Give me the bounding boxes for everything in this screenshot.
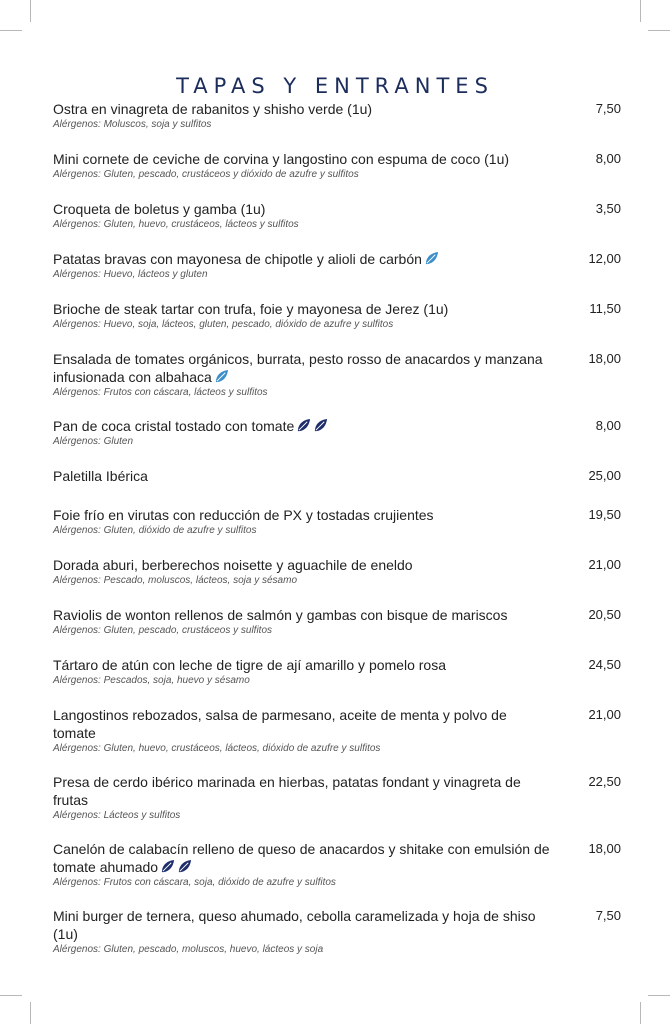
dish-name: Mini cornete de ceviche de corvina y langostino con espuma de coco (1u)	[53, 151, 510, 167]
crop-mark-top-right-h	[648, 30, 670, 31]
dish-price: 8,00	[595, 151, 621, 166]
crop-mark-bottom-right-h	[648, 995, 670, 996]
dish-allergens: Alérgenos: Gluten, pescado, crustáceos y sulfitos	[53, 625, 273, 636]
dish-name: Croqueta de boletus y gamba (1u)	[53, 201, 266, 217]
dish-name: Presa de cerdo ibérico marinada en hierbas, patatas fondant y vinagreta de frutas	[53, 774, 521, 808]
menu-item	[53, 300, 621, 331]
dish-allergens: Alérgenos: Gluten, huevo, crustáceos, lácteos, dióxido de azufre y sulfitos	[53, 743, 381, 754]
dish-allergens: Alérgenos: Gluten, pescado, moluscos, huevo, lácteos y soja	[53, 944, 324, 955]
menu-item	[53, 840, 621, 889]
dish-allergens: Alérgenos: Pescados, soja, huevo y sésamo	[53, 675, 250, 686]
dish-allergens: Alérgenos: Frutos con cáscara, soja, dióxido de azufre y sulfitos	[53, 877, 336, 888]
dish-allergens: Alérgenos: Lácteos y sulfitos	[53, 810, 181, 821]
menu-item	[53, 250, 621, 281]
dish-price: 18,00	[588, 351, 621, 366]
menu-item	[53, 467, 621, 485]
crop-mark-top-right	[640, 0, 641, 22]
crop-mark-bottom-left-h	[0, 995, 22, 996]
dish-price: 8,00	[595, 418, 621, 433]
dish-name: Ostra en vinagreta de rabanitos y shisho verde (1u)	[53, 101, 373, 117]
menu-item	[53, 907, 621, 956]
leaf-navy-icon	[160, 859, 175, 874]
page-title: TAPAS Y ENTRANTES	[176, 74, 494, 99]
dish-price: 11,50	[589, 301, 621, 316]
dish-price: 21,00	[588, 557, 621, 572]
dish-price: 21,00	[588, 707, 621, 722]
dish-price: 19,50	[588, 507, 621, 522]
menu-item	[53, 706, 621, 755]
menu-item	[53, 506, 621, 537]
dish-price: 3,50	[595, 201, 621, 216]
leaf-blue-icon	[424, 251, 439, 266]
dish-name: Raviolis de wonton rellenos de salmón y gambas con bisque de mariscos	[53, 607, 508, 623]
dish-name: Paletilla Ibérica	[53, 468, 148, 484]
menu-item	[53, 656, 621, 687]
dish-allergens: Alérgenos: Huevo, lácteos y gluten	[53, 269, 208, 280]
dish-name: Ensalada de tomates orgánicos, burrata, pesto rosso de anacardos y manzana infusionada con albahaca	[53, 351, 543, 385]
menu-item	[53, 100, 621, 131]
crop-mark-top-left	[30, 0, 31, 22]
dish-name: Pan de coca cristal tostado con tomate	[53, 418, 295, 434]
dish-price: 7,50	[595, 908, 621, 923]
dish-name: Dorada aburi, berberechos noisette y aguachile de eneldo	[53, 557, 413, 573]
dish-price: 20,50	[588, 607, 621, 622]
menu-item	[53, 556, 621, 587]
leaf-blue-icon	[214, 369, 229, 384]
dish-price: 22,50	[588, 774, 621, 789]
dish-allergens: Alérgenos: Huevo, soja, lácteos, gluten, pescado, dióxido de azufre y sulfitos	[53, 319, 394, 330]
leaf-navy-icon	[313, 418, 328, 433]
dish-allergens: Alérgenos: Pescado, moluscos, lácteos, soja y sésamo	[53, 575, 298, 586]
menu-item	[53, 200, 621, 231]
menu-item	[53, 350, 621, 399]
dish-name: Foie frío en virutas con reducción de PX y tostadas crujientes	[53, 507, 434, 523]
dish-allergens: Alérgenos: Gluten, dióxido de azufre y sulfitos	[53, 525, 257, 536]
dish-price: 24,50	[588, 657, 621, 672]
dish-allergens: Alérgenos: Gluten	[53, 436, 134, 447]
dish-allergens: Alérgenos: Gluten, huevo, crustáceos, lácteos y sulfitos	[53, 219, 299, 230]
dish-name: Tártaro de atún con leche de tigre de ají amarillo y pomelo rosa	[53, 657, 446, 673]
dish-allergens: Alérgenos: Gluten, pescado, crustáceos y dióxido de azufre y sulfitos	[53, 169, 359, 180]
crop-mark-bottom-right	[640, 1002, 641, 1024]
dish-price: 7,50	[595, 101, 621, 116]
dish-name: Brioche de steak tartar con trufa, foie y mayonesa de Jerez (1u)	[53, 301, 449, 317]
crop-mark-bottom-left	[30, 1002, 31, 1024]
dish-price: 25,00	[588, 468, 621, 483]
dish-price: 12,00	[588, 251, 621, 266]
crop-mark-top-left-h	[0, 30, 22, 31]
menu-item	[53, 417, 621, 448]
leaf-navy-icon	[296, 418, 311, 433]
dish-name: Canelón de calabacín relleno de queso de anacardos y shitake con emulsión de tomate ahumado	[53, 841, 550, 875]
menu-item	[53, 773, 621, 822]
dish-name: Mini burger de ternera, queso ahumado, cebolla caramelizada y hoja de shiso (1u)	[53, 908, 536, 942]
dish-name: Langostinos rebozados, salsa de parmesano, aceite de menta y polvo de tomate	[53, 707, 507, 741]
menu-item	[53, 606, 621, 637]
dish-price: 18,00	[588, 841, 621, 856]
leaf-navy-icon	[177, 859, 192, 874]
menu-item	[53, 150, 621, 181]
dish-allergens: Alérgenos: Frutos con cáscara, lácteos y sulfitos	[53, 387, 268, 398]
dish-name: Patatas bravas con mayonesa de chipotle y alioli de carbón	[53, 251, 422, 267]
dish-allergens: Alérgenos: Moluscos, soja y sulfitos	[53, 119, 212, 130]
